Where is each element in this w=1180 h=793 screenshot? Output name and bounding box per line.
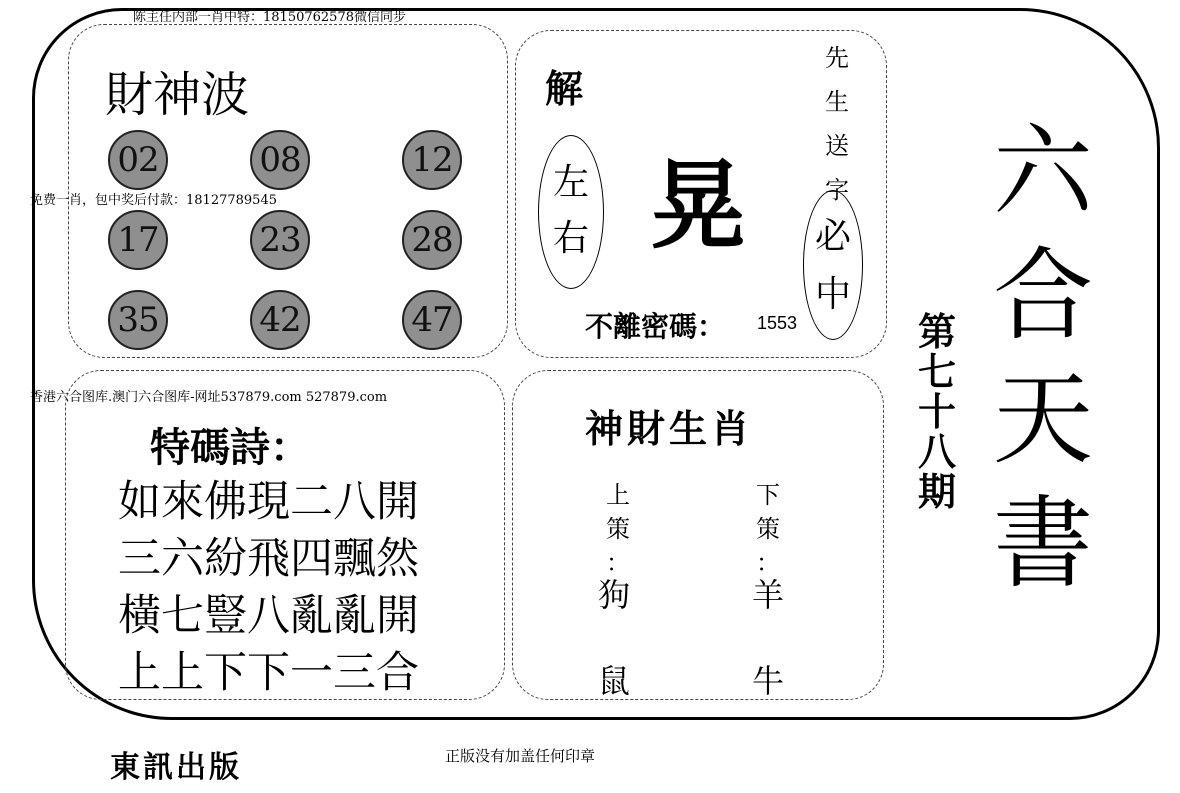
mid-note: 香港六合图库.澳门六合图库-网址537879.com 527879.com	[30, 390, 388, 405]
bottom-note: 正版没有加盖任何印章	[445, 747, 596, 765]
poem-line: 上上下下一三合	[118, 648, 419, 698]
title-char: 六	[993, 113, 1093, 230]
issue-char: 十	[917, 390, 956, 434]
title-char: 合	[993, 237, 1093, 354]
number-ball: 02	[108, 130, 168, 190]
poem-title: 特碼詩：	[150, 425, 310, 471]
lower-animal-1: 羊	[752, 576, 785, 614]
poem-line: 橫七豎八亂亂開	[118, 591, 419, 641]
left-right-text	[540, 155, 602, 267]
teacher-text	[823, 36, 851, 212]
issue-char: 八	[917, 430, 956, 474]
teacher-char: 生	[825, 88, 849, 116]
number-ball: 17	[108, 210, 168, 270]
title-char: 書	[993, 485, 1093, 602]
label-char: 上	[606, 481, 630, 509]
code-value: 1553	[757, 313, 798, 333]
publisher: 東訊出版	[110, 750, 242, 785]
label-char: 策	[756, 515, 780, 543]
zodiac-title: 神財生肖	[585, 407, 754, 451]
poem-lines	[118, 474, 419, 702]
label-char: ：	[756, 549, 780, 577]
oval-char: 左	[552, 162, 589, 203]
left-note: 免费一肖，包中奖后付款：18127789545	[30, 193, 277, 208]
teacher-char: 字	[825, 176, 849, 204]
oval-char: 中	[814, 274, 851, 315]
wealth-wave-title: 財神波	[105, 67, 250, 123]
issue-number	[915, 312, 959, 512]
teacher-char: 先	[825, 44, 849, 72]
label-char: 策	[606, 515, 630, 543]
oval-char: 右	[552, 218, 589, 259]
label-char: 下	[756, 481, 780, 509]
lower-animal-2: 牛	[752, 662, 785, 700]
oval-char: 必	[814, 216, 851, 257]
issue-char: 期	[917, 470, 956, 514]
issue-char: 第	[917, 310, 956, 354]
lower-label	[750, 478, 786, 580]
number-ball: 47	[402, 290, 462, 350]
issue-char: 七	[917, 350, 956, 394]
upper-label	[600, 478, 636, 580]
number-ball: 35	[108, 290, 168, 350]
riddle-big-char: 晃	[650, 150, 746, 262]
number-ball: 23	[250, 210, 310, 270]
big-title	[988, 110, 1098, 606]
number-ball: 28	[402, 210, 462, 270]
upper-animal-1: 狗	[598, 576, 631, 614]
title-char: 天	[993, 361, 1093, 478]
must-win-text	[803, 208, 863, 324]
teacher-char: 送	[825, 132, 849, 160]
poem-line: 如來佛現二八開	[118, 477, 419, 527]
poem-line: 三六紛飛四飄然	[118, 534, 419, 584]
riddle-label: 解	[545, 66, 584, 111]
number-ball: 42	[250, 290, 310, 350]
upper-animal-2: 鼠	[598, 662, 631, 700]
label-char: ：	[606, 549, 630, 577]
number-ball: 12	[402, 130, 462, 190]
code-label: 不離密碼：	[585, 310, 726, 343]
number-ball: 08	[250, 130, 310, 190]
top-note: 陈主任内部一肖中特：18150762578微信同步	[133, 10, 406, 25]
